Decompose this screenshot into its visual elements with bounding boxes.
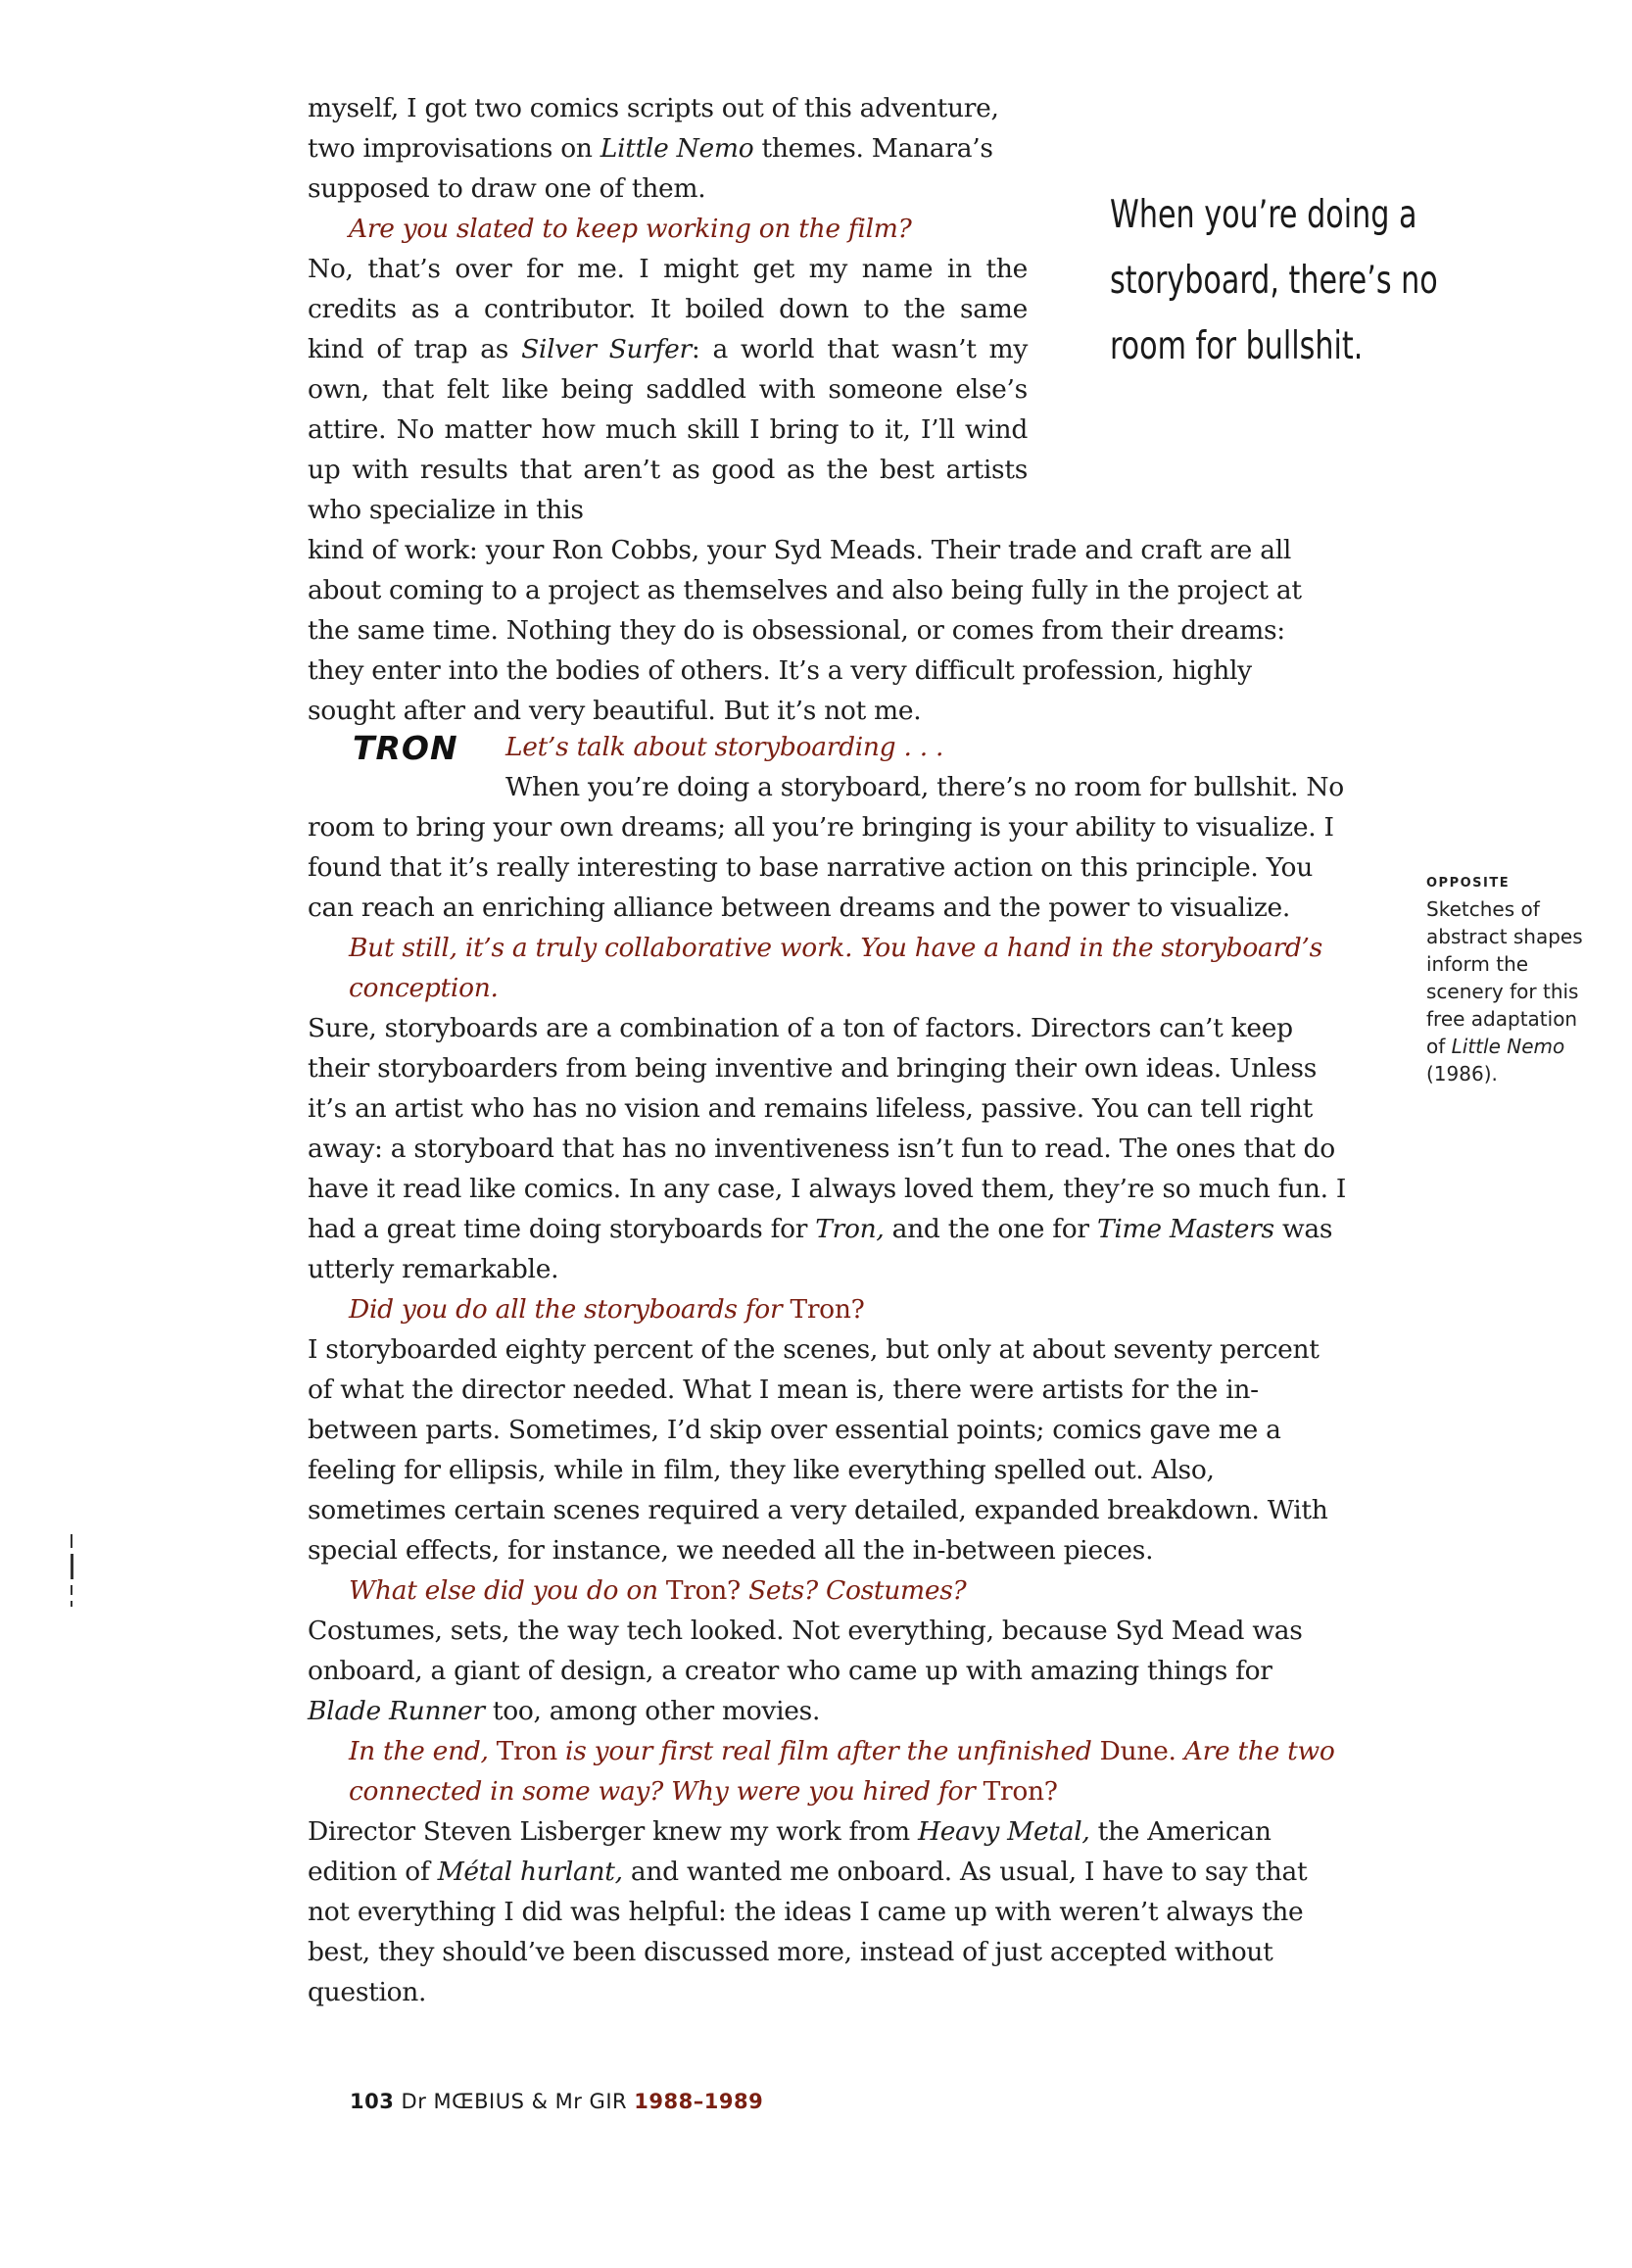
text-run-italic: Tron, (815, 1214, 885, 1244)
answer-2: room to bring your own dreams; all you’re bringing is your ability to visualize. I found that it’s really interesting to base narrative action on this principle. You can reach an enriching alliance between dreams and the power to visualize. (308, 812, 1334, 923)
book-title: Dr MŒBIUS & Mr GIR (401, 2090, 628, 2113)
caption-label: OPPOSITE (1426, 876, 1511, 891)
question-2: Let’s talk about storyboarding . . . (505, 732, 944, 762)
text-run-italic: Silver Surfer (521, 334, 692, 364)
text-run-upright: Tron? (665, 1575, 741, 1606)
answer-3 (308, 1008, 1351, 1289)
text-run-italic: Heavy Metal, (917, 1816, 1090, 1847)
page-number: 103 (350, 2090, 395, 2113)
text-run: and the one for (884, 1214, 1097, 1244)
text-run: Director Steven Lisberger knew my work from (308, 1816, 918, 1847)
answer-1 (308, 249, 1028, 530)
text-run-upright: Tron (496, 1736, 557, 1766)
text-run-italic: Time Masters (1096, 1214, 1274, 1244)
question-6 (308, 1731, 1358, 1811)
caption-text-end: (1986). (1426, 1062, 1498, 1086)
figure-caption (1426, 874, 1593, 1087)
text-run: too, among other movies. (484, 1696, 821, 1726)
text-run: In the end, (349, 1736, 497, 1766)
text-run: themes. Manara’s supposed to draw one of them. (308, 133, 993, 204)
margin-mark (71, 1534, 73, 1613)
text-run: Costumes, sets, the way tech looked. Not everything, because Syd Mead was onboard, a giant of design, a creator who came up with amazing things for (308, 1616, 1303, 1686)
question-3: But still, it’s a truly collaborative work. You have a hand in the storyboard’s conception. (349, 933, 1322, 1003)
question-1: Are you slated to keep working on the film? (349, 214, 912, 244)
caption-title: Little Nemo (1451, 1035, 1565, 1058)
question-5 (308, 1570, 1366, 1611)
text-run: What else did you do on (349, 1575, 666, 1606)
text-run-italic: Little Nemo (600, 133, 754, 164)
text-run: the American edition of (308, 1816, 1272, 1887)
answer-2-first-line: When you’re doing a storyboard, there’s no room for bullshit. No (505, 772, 1344, 802)
answer-5 (308, 1611, 1346, 1731)
text-run: myself, I got two comics scripts out of this adventure, two improvisations on (308, 93, 999, 164)
answer-6 (308, 1811, 1346, 2012)
text-run: Did you do all the storyboards for (349, 1294, 791, 1325)
page-footer (350, 2090, 763, 2113)
pull-quote: When you’re doing a storyboard, there’s no room for bullshit. (1110, 193, 1438, 368)
text-run-italic: Blade Runner (308, 1696, 485, 1726)
chapter-years: 1988–1989 (634, 2090, 764, 2113)
text-run-upright: Tron? (790, 1294, 865, 1325)
text-run: Sets? Costumes? (740, 1575, 967, 1606)
text-run: was utterly remarkable. (308, 1214, 1333, 1284)
text-run-italic: Métal hurlant, (437, 1857, 623, 1887)
body-text-lower (308, 727, 1366, 2012)
text-run: : a world that wasn’t my own, that felt like being saddled with someone else’s attire. No matter how much skill I bring to it, I’ll wind up with results that aren’t as good as the best artists who specialize in this (308, 334, 1029, 525)
answer-1-continued: kind of work: your Ron Cobbs, your Syd Meads. Their trade and craft are all about coming to a project as themselves and also being fully in the project at the same time. Nothing they do is obsessional, or comes from their dreams: they enter into the bodies of others. It’s a very difficult profession, highly sought after and very beautiful. But it’s not me. (308, 535, 1302, 726)
text-run: is your first real film after the unfinished (556, 1736, 1100, 1766)
text-run: Sure, storyboards are a combination of a ton of factors. Directors can’t keep their storyboarders from being inventive and bringing their own ideas. Unless it’s an artist who has no vision and remains lifeless, passive. You can tell right away: a storyboard that has no inventiveness isn’t fun to read. The ones that do have it read like comics. In any case, I always loved them, they’re so much fun. I had a great time doing storyboards for (308, 1013, 1347, 1244)
section-title: TRON (353, 729, 458, 767)
text-run-upright: Tron? (983, 1776, 1058, 1807)
text-run-upright: Dune. (1099, 1736, 1176, 1766)
text-run: No, that’s over for me. I might get my name in the credits as a contributor. It boiled down to the same kind of trap as (308, 254, 1028, 364)
paragraph-intro (308, 88, 1028, 209)
text-run: Are the two connected in some way? Why were you hired for (349, 1736, 1335, 1807)
answer-4: I storyboarded eighty percent of the scenes, but only at about seventy percent of what the director needed. What I mean is, there were artists for the in-between parts. Sometimes, I’d skip over essential points; comics gave me a feeling for ellipsis, while in film, they like everything spelled out. Also, sometimes certain scenes required a very detailed, expanded breakdown. With special effects, for instance, we needed all the in-between pieces. (308, 1334, 1328, 1566)
question-4 (308, 1289, 1366, 1329)
text-run: and wanted me onboard. As usual, I have to say that not everything I did was helpful: the ideas I came up with weren’t always the best, they should’ve been discussed more, instead of just accepted without question. (308, 1857, 1308, 2007)
caption-text: Sketches of abstract shapes inform the scenery for this free adaptation of (1426, 897, 1583, 1058)
